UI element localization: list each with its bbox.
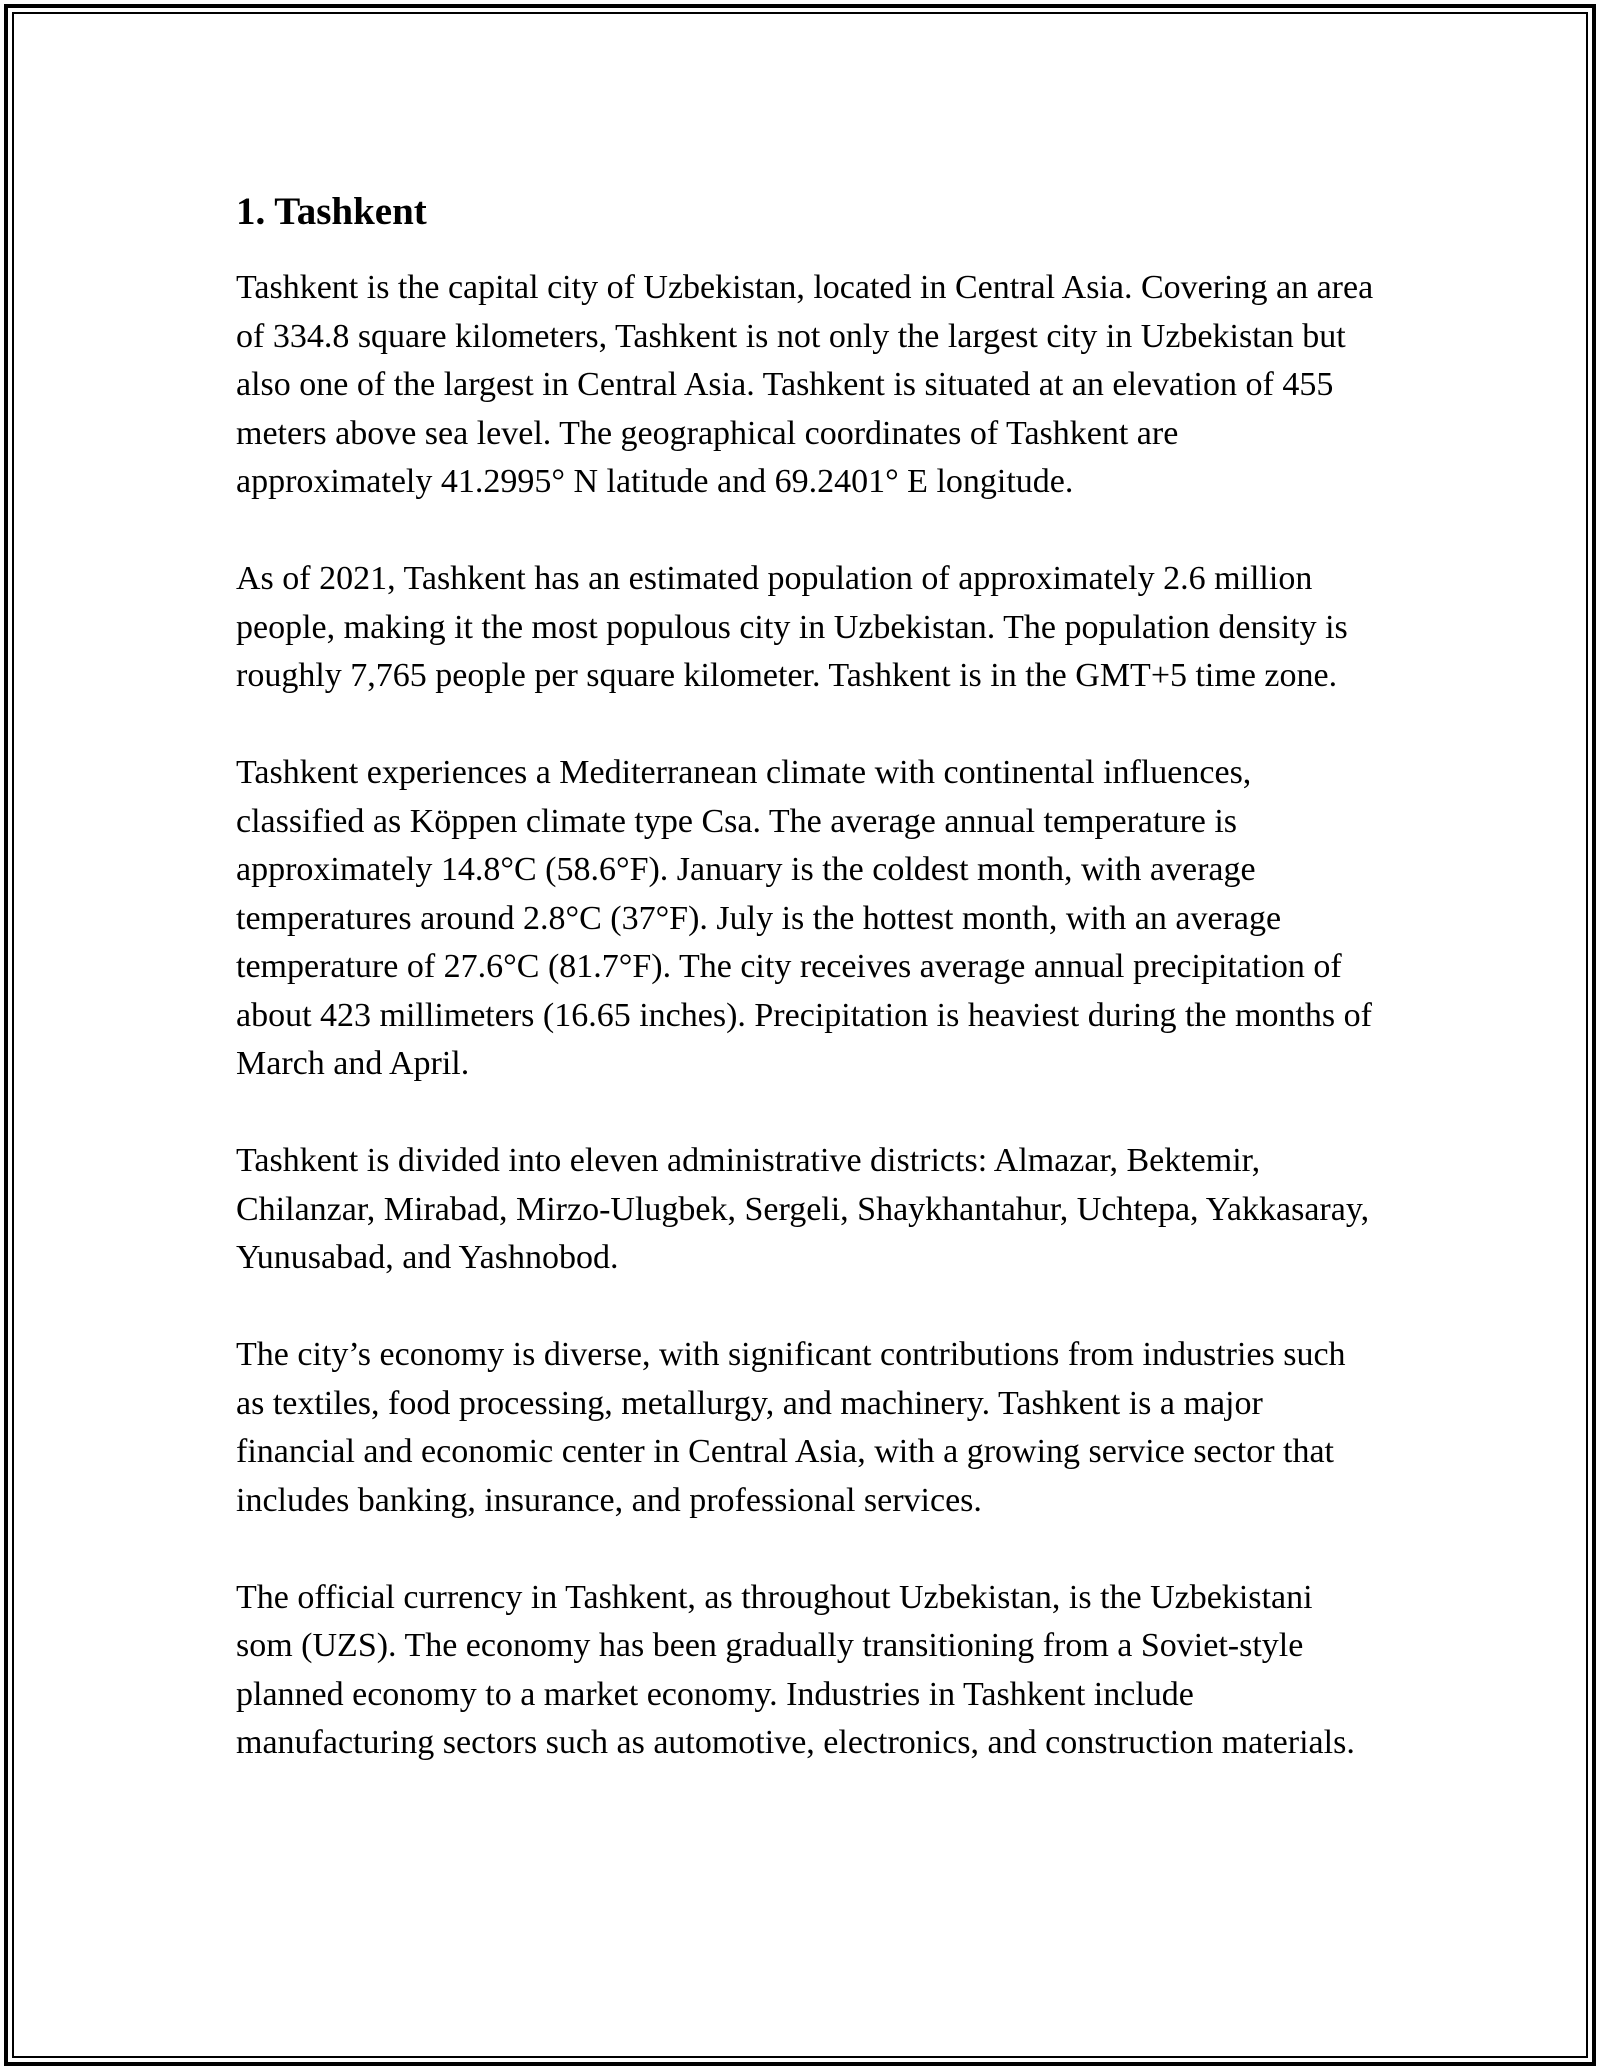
document-body xyxy=(236,186,1376,1816)
section-heading: 1. Tashkent xyxy=(236,190,427,233)
paragraph-economy: The city’s economy is diverse, with significant contributions from industries such as textiles, food processing, metallurgy, and machinery. Tashkent is a major financial and economic center in Central Asia, with a growing service sector that includes banking, insurance, and professional services. xyxy=(236,1336,1346,1519)
paragraph-currency: The official currency in Tashkent, as throughout Uzbekistan, is the Uzbekistani som (UZS). The economy has been gradually transitioning from a Soviet-style planned economy to a market economy. Industries in Tashkent include manufacturing sectors such as automotive, electronics, and construction materials. xyxy=(236,1578,1355,1761)
paragraph-climate: Tashkent experiences a Mediterranean climate with continental influences, classified as Köppen climate type Csa. The average annual temperature is approximately 14.8°C (58.6°F). January is the coldest month, with average temperatures around 2.8°C (37°F). July is the hottest month, with an average temperature of 27.6°C (81.7°F). The city receives average annual precipitation of about 423 millimeters (16.65 inches). Precipitation is heaviest during the months of March and April. xyxy=(236,754,1372,1082)
paragraph-geography: Tashkent is the capital city of Uzbekistan, located in Central Asia. Covering an area of 334.8 square kilometers, Tashkent is not only the largest city in Uzbekistan but also one of the largest in Central Asia. Tashkent is situated at an elevation of 455 meters above sea level. The geographical coordinates of Tashkent are approximately 41.2995° N latitude and 69.2401° E longitude. xyxy=(236,269,1374,500)
paragraph-districts: Tashkent is divided into eleven administrative districts: Almazar, Bektemir, Chilanzar, Mirabad, Mirzo-Ulugbek, Sergeli, Shaykhantahur, Uchtepa, Yakkasaray, Yunusabad, and Yashnobod. xyxy=(236,1142,1370,1276)
paragraph-population: As of 2021, Tashkent has an estimated population of approximately 2.6 million people, making it the most populous city in Uzbekistan. The population density is roughly 7,765 people per square kilometer. Tashkent is in the GMT+5 time zone. xyxy=(236,560,1348,694)
